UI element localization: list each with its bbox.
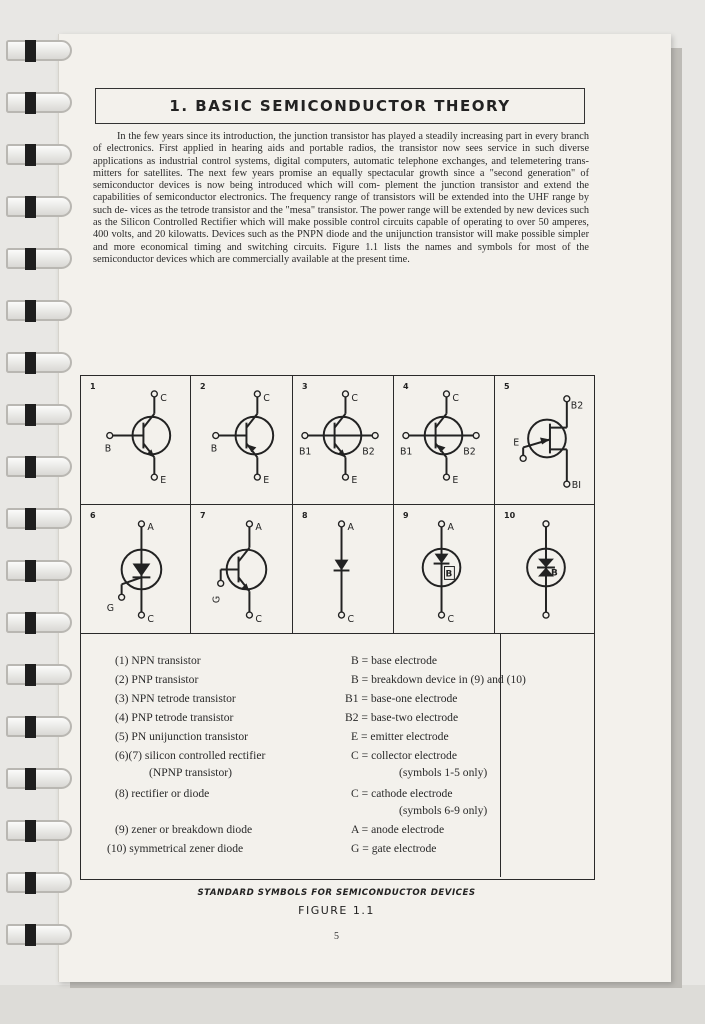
device-item: (3) NPN tetrode transistor	[115, 692, 236, 705]
page-title: 1. BASIC SEMICONDUCTOR THEORY	[95, 88, 585, 124]
binding-coil	[0, 662, 74, 686]
intro-line: The frequency range of transistors will be extended into the UHF range by such de-	[93, 192, 589, 216]
intro-line: mitters for satellites. The next few years promise an equally spectacular growth since a	[93, 167, 485, 179]
terminal-label: B	[550, 568, 558, 579]
symbol-cell-scr	[81, 505, 191, 634]
intro-line: systems, digital computers, automatic telephone exchanges, and telemetering trans-	[235, 155, 589, 167]
intro-line: extended by new devices such as the Silicon Controlled Rectifier which will make	[93, 204, 590, 229]
terminal-label: C	[263, 392, 270, 404]
intro-line: In the few years since its introduction, the junction transistor has played a steadily	[117, 131, 458, 142]
figure-caption: STANDARD SYMBOLS FOR SEMICONDUCTOR DEVICES	[197, 888, 476, 898]
symbol-number: 9	[403, 511, 409, 520]
diode-symbol	[293, 505, 393, 633]
terminal-label: C	[160, 392, 167, 404]
intro-line: radios, the transistor now sees service in such diverse applications as industrial control	[93, 143, 590, 167]
npn-transistor-symbol	[81, 376, 190, 504]
intro-line: increasing part in every branch of electronics. First applied in hearing aids and portable	[93, 131, 590, 155]
terminal-label: A	[447, 521, 454, 533]
symbol-number: 8	[302, 511, 308, 520]
terminal-label: B1	[399, 446, 413, 458]
terminal-label: C	[447, 613, 455, 625]
terminal-label: A	[147, 521, 154, 533]
figure-number: FIGURE 1.1	[298, 904, 375, 917]
intro-paragraph	[93, 131, 589, 266]
terminal-label: B2	[463, 446, 476, 458]
symbol-cell-diode	[293, 505, 394, 634]
symbol-cell-npn-tetrode	[293, 376, 394, 505]
symbol-number: 2	[200, 382, 206, 391]
code-item: B1 = base-one electrode	[345, 692, 458, 705]
scr-symbol	[81, 505, 190, 633]
binding-coil	[0, 350, 74, 374]
binding-coil	[0, 194, 74, 218]
terminal-label: E	[263, 475, 270, 487]
terminal-label: B2	[570, 400, 584, 412]
symbol-cell-symmetrical-zener	[495, 505, 594, 634]
device-item: (9) zener or breakdown diode	[115, 823, 253, 836]
terminal-label: A	[347, 521, 354, 533]
symbol-number: 1	[90, 382, 96, 391]
symbol-number: 10	[504, 511, 516, 520]
binding-coil	[0, 298, 74, 322]
terminal-label: G	[211, 595, 223, 604]
binding-coil	[0, 246, 74, 270]
symbol-number: 3	[302, 382, 308, 391]
code-item: C = collector electrode	[351, 749, 458, 762]
intro-line: possible simpler and more economical timing and switching circuits. Figure 1.1 lists the	[93, 229, 590, 253]
terminal-label: C	[347, 613, 355, 625]
binding-coil	[0, 38, 74, 62]
intro-line: names and symbols for most of the semiconductor devices which are commercially	[93, 241, 589, 265]
symbol-cell-pnp-tetrode	[394, 376, 495, 505]
binding-coil	[0, 402, 74, 426]
terminal-label: C	[147, 614, 154, 626]
symbol-number: 6	[90, 511, 96, 520]
code-item: (symbols 1-5 only)	[399, 766, 488, 779]
device-item: (8) rectifier or diode	[115, 787, 210, 800]
binding-coil	[0, 90, 74, 114]
terminal-label: B1	[298, 446, 312, 458]
scr-transistor-symbol	[191, 505, 292, 633]
device-item: (1) NPN transistor	[115, 654, 201, 667]
intro-line: available at the present time.	[291, 253, 410, 265]
binding-coil	[0, 142, 74, 166]
device-item: (NPNP transistor)	[149, 766, 232, 779]
symbol-cell-scr-transistor	[191, 505, 293, 634]
page-number: 5	[334, 931, 339, 942]
intro-line: plement the junction transistor and extend the capabilities of semiconductor electronics.	[93, 180, 589, 204]
intro-line: vices as the tetrode transistor and the "mesa" transistor. The power range will be	[130, 204, 462, 216]
binding-coil	[0, 610, 74, 634]
terminal-label: B	[104, 443, 112, 455]
code-item: B = base electrode	[351, 654, 438, 667]
table-surface	[0, 985, 705, 1024]
terminal-label: BI	[571, 480, 582, 492]
terminal-label: B	[210, 443, 218, 455]
binding-coil	[0, 454, 74, 478]
unijunction-symbol	[495, 376, 594, 504]
terminal-label: A	[255, 521, 262, 533]
device-item: (6)(7) silicon controlled rectifier	[115, 749, 266, 762]
symbol-number: 4	[403, 382, 409, 391]
terminal-label: E	[351, 475, 358, 487]
device-item: (5) PN unijunction transistor	[115, 730, 248, 743]
npn-tetrode-symbol	[293, 376, 393, 504]
device-item: (2) PNP transistor	[115, 673, 199, 686]
pnp-tetrode-symbol	[394, 376, 494, 504]
binding-coil	[0, 922, 74, 946]
terminal-label: C	[255, 613, 262, 625]
zener-diode-symbol	[394, 505, 494, 633]
terminal-label: B2	[362, 446, 375, 458]
figure-legend	[81, 634, 526, 877]
code-item: E = emitter electrode	[351, 730, 449, 743]
symbol-number: 7	[200, 511, 206, 520]
terminal-label: G	[106, 603, 115, 615]
binding-coil	[0, 818, 74, 842]
code-item: G = gate electrode	[351, 842, 437, 855]
symbol-number: 5	[504, 382, 510, 391]
terminal-label: E	[513, 437, 520, 449]
binding-coil	[0, 766, 74, 790]
code-item: C = cathode electrode	[351, 787, 453, 800]
code-item: B = breakdown device in (9) and (10)	[351, 673, 526, 686]
code-item: B2 = base-two electrode	[345, 711, 459, 724]
pnp-transistor-symbol	[191, 376, 292, 504]
symbol-cell-unijunction	[495, 376, 594, 505]
device-item: (10) symmetrical zener diode	[107, 842, 244, 855]
binding-coil	[0, 558, 74, 582]
intro-line: possible control circuits capable of operating to over 50 amperes, 400 volts, and 20	[93, 217, 589, 241]
terminal-label: E	[160, 475, 167, 487]
device-item: (4) PNP tetrode transistor	[115, 711, 234, 724]
code-item: (symbols 6-9 only)	[399, 804, 488, 817]
binding-coil	[0, 870, 74, 894]
terminal-label: E	[452, 475, 459, 487]
terminal-label: C	[351, 392, 358, 404]
binding-coil	[0, 714, 74, 738]
symbol-cell-zener	[394, 505, 495, 634]
symbol-cell-pnp	[191, 376, 293, 505]
intro-line: "second generation" of semiconductor devices is now being introduced which will com-	[93, 167, 590, 192]
symbol-cell-npn	[81, 376, 191, 505]
intro-line: kilowatts. Devices such as the PNPN diode and the unijunction transistor will make	[168, 229, 519, 241]
binding-coil	[0, 506, 74, 530]
terminal-label: C	[452, 392, 459, 404]
terminal-label: B	[445, 569, 453, 580]
symmetrical-zener-symbol	[495, 505, 594, 633]
code-item: A = anode electrode	[351, 823, 445, 836]
symbols-figure	[80, 375, 595, 880]
